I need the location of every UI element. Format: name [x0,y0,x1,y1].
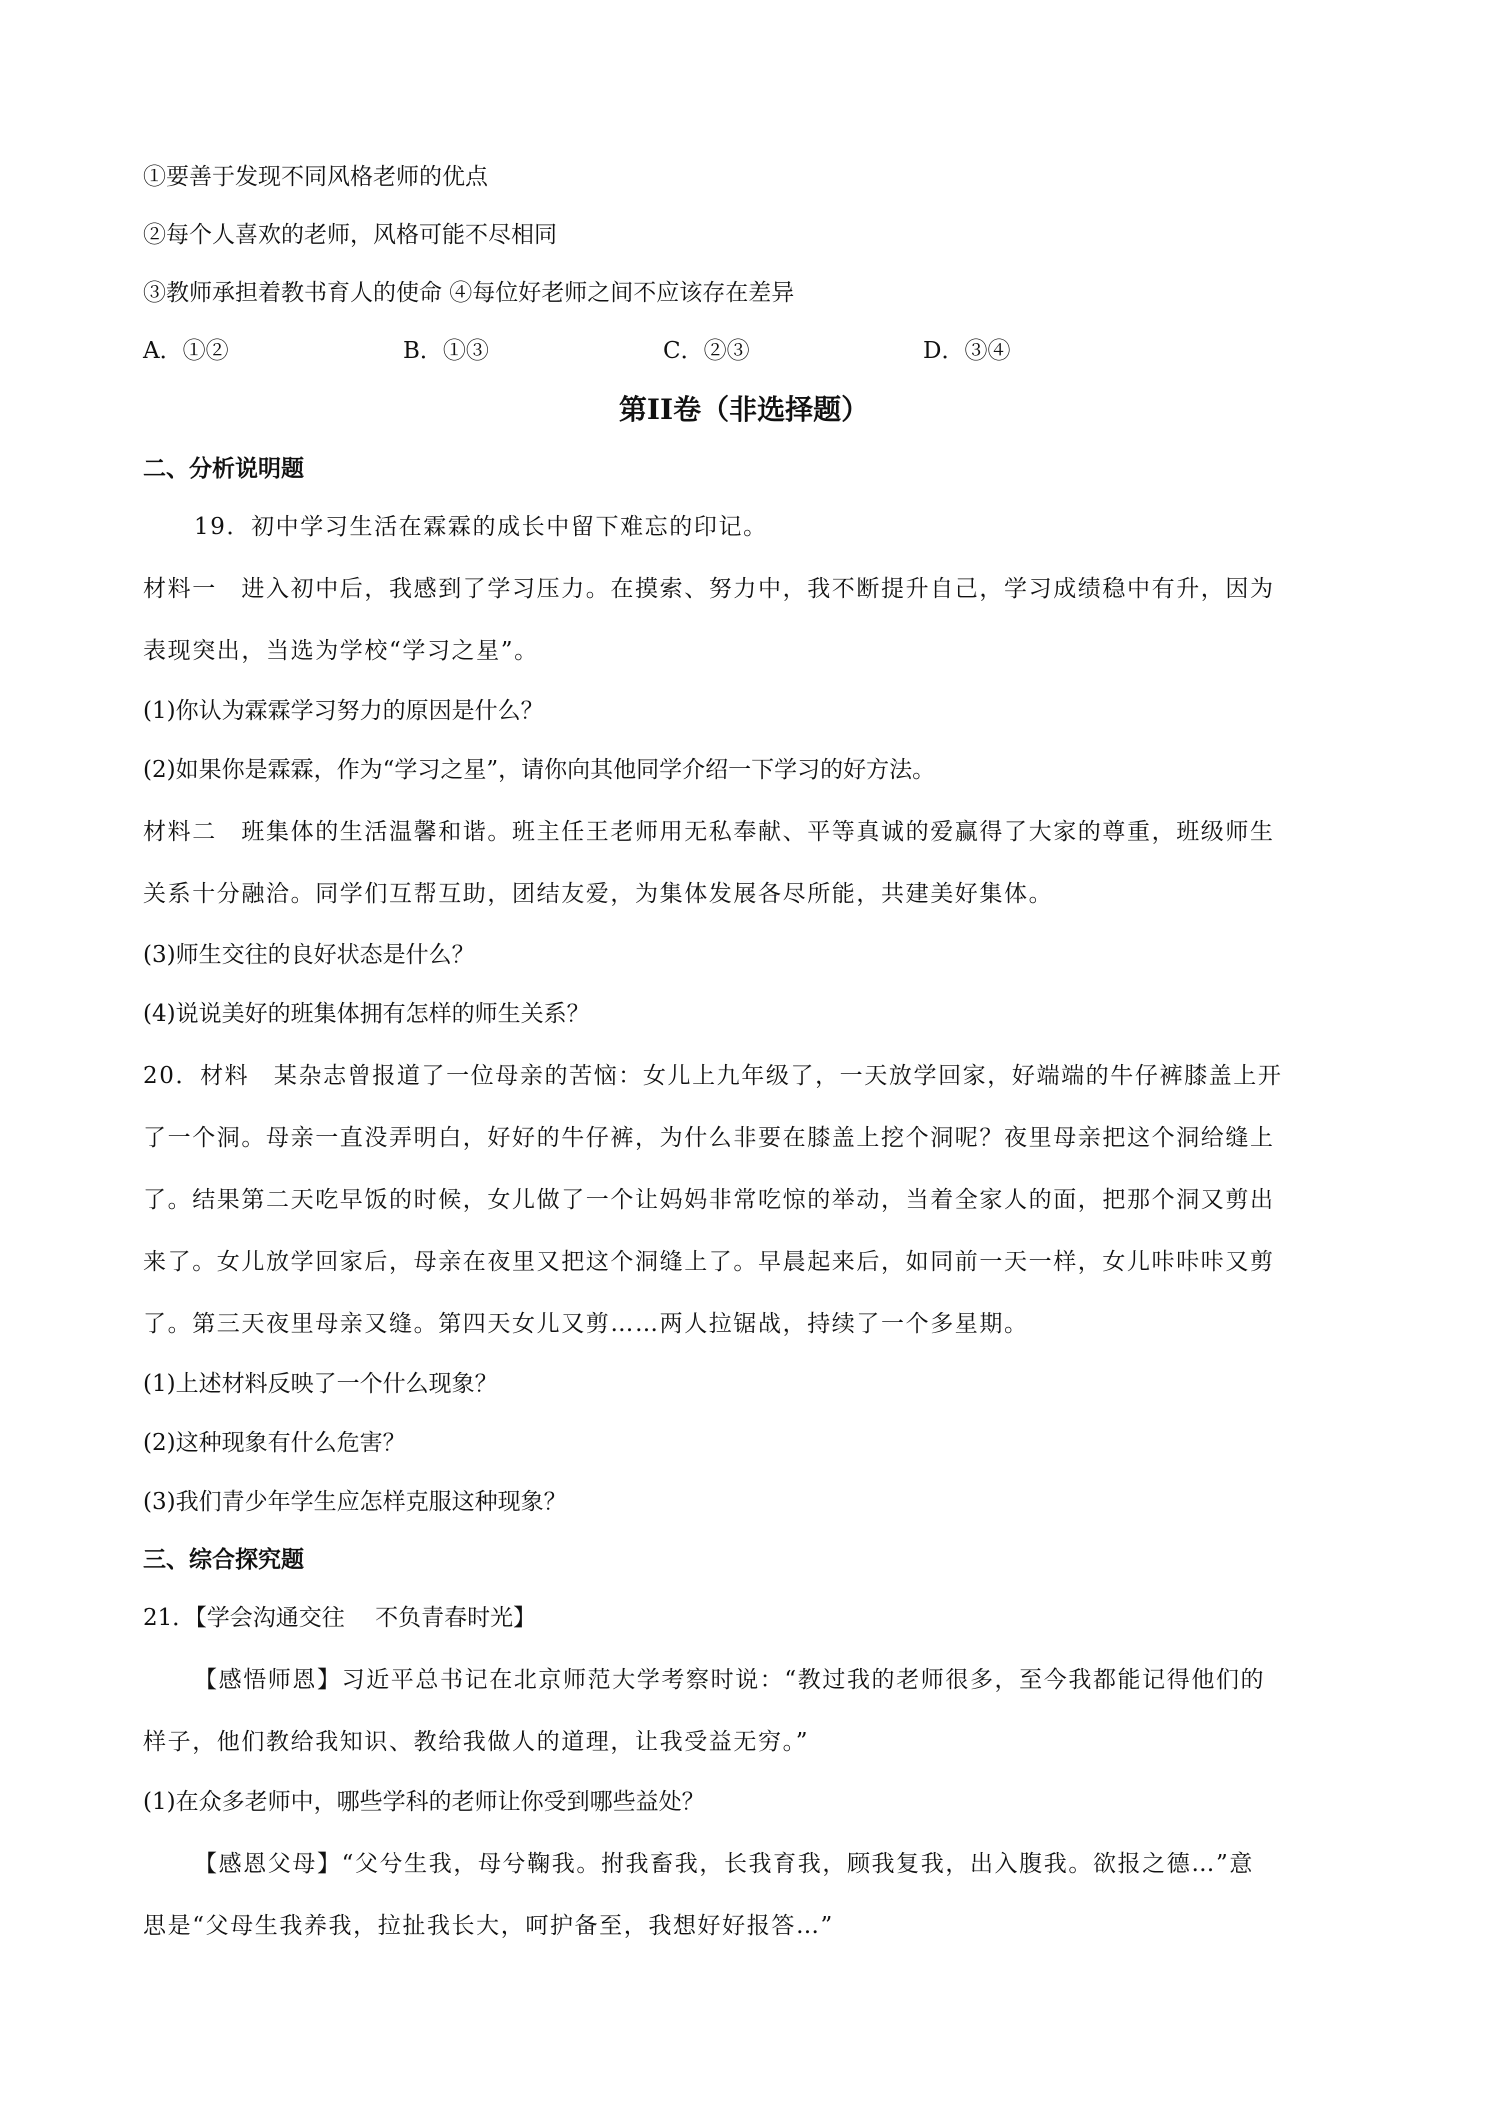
q19-question-4: (4)说说美好的班集体拥有怎样的师生关系？ [143,1001,590,1027]
part2-heading: 第II卷（非选择题） [618,393,870,426]
q20-line-3: 了。结果第二天吃早饭的时候，女儿做了一个让妈妈非常吃惊的举动，当着全家人的面，把那个洞又剪出 [143,1187,1275,1213]
q20-line-2: 了一个洞。母亲一直没弄明白，好好的牛仔裤，为什么非要在膝盖上挖个洞呢？夜里母亲把这个洞给缝上 [143,1125,1275,1151]
section-3-heading: 三、综合探究题 [143,1546,304,1573]
q18-statement-1: ①要善于发现不同风格老师的优点 [143,164,488,190]
q19-question-2: (2)如果你是霖霖，作为“学习之星”，请你向其他同学介绍一下学习的好方法。 [143,757,936,783]
q19-material1-line1: 材料一 进入初中后，我感到了学习压力。在摸索、努力中，我不断提升自己，学习成绩稳中有升，因为 [143,576,1275,602]
q18-option-a: A．①② [143,338,229,364]
q21-title: 21．【学会沟通交往 不负青春时光】 [143,1605,537,1631]
q21-gratitude-teachers-line2: 样子，他们教给我知识、教给我做人的道理，让我受益无穷。” [143,1729,810,1755]
q21-question-1: (1)在众多老师中，哪些学科的老师让你受到哪些益处？ [143,1789,705,1815]
q18-option-d: D．③④ [923,338,1011,364]
q18-option-b: B．①③ [403,338,489,364]
q21-gratitude-parents-line1: 【感恩父母】“父兮生我，母兮鞠我。拊我畜我，长我育我，顾我复我，出入腹我。欲报之德…”意 [194,1851,1254,1877]
q19-material2-line2: 关系十分融洽。同学们互帮互助，团结友爱，为集体发展各尽所能，共建美好集体。 [143,881,1054,907]
q20-line-1: 20．材料 某杂志曾报道了一位母亲的苦恼：女儿上九年级了，一天放学回家，好端端的牛仔裤膝盖上开 [143,1063,1283,1089]
q19-question-3: (3)师生交往的良好状态是什么？ [143,942,475,968]
q20-line-4: 来了。女儿放学回家后，母亲在夜里又把这个洞缝上了。早晨起来后，如同前一天一样，女儿咔咔咔又剪 [143,1249,1275,1275]
q18-statement-2: ②每个人喜欢的老师，风格可能不尽相同 [143,222,557,248]
q20-line-5: 了。第三天夜里母亲又缝。第四天女儿又剪……两人拉锯战，持续了一个多星期。 [143,1311,1029,1337]
q19-material1-line2: 表现突出，当选为学校“学习之星”。 [143,638,539,664]
q18-statement-3: ③教师承担着教书育人的使命 ④每位好老师之间不应该存在差异 [143,280,795,306]
q18-option-c: C．②③ [663,338,750,364]
q19-question-1: (1)你认为霖霖学习努力的原因是什么？ [143,698,544,724]
q21-gratitude-parents-line2: 思是“父母生我养我，拉扯我长大，呵护备至，我想好好报答…” [143,1913,834,1939]
q20-question-3: (3)我们青少年学生应怎样克服这种现象？ [143,1489,567,1515]
q20-question-1: (1)上述材料反映了一个什么现象？ [143,1371,498,1397]
q19-material2-line1: 材料二 班集体的生活温馨和谐。班主任王老师用无私奉献、平等真诚的爱赢得了大家的尊重，班级师生 [143,819,1275,845]
section-2-heading: 二、分析说明题 [143,455,304,482]
q19-stem: 19．初中学习生活在霖霖的成长中留下难忘的印记。 [194,514,768,540]
q20-question-2: (2)这种现象有什么危害？ [143,1430,406,1456]
q21-gratitude-teachers-line1: 【感悟师恩】习近平总书记在北京师范大学考察时说：“教过我的老师很多，至今我都能记得他们的 [194,1667,1266,1693]
